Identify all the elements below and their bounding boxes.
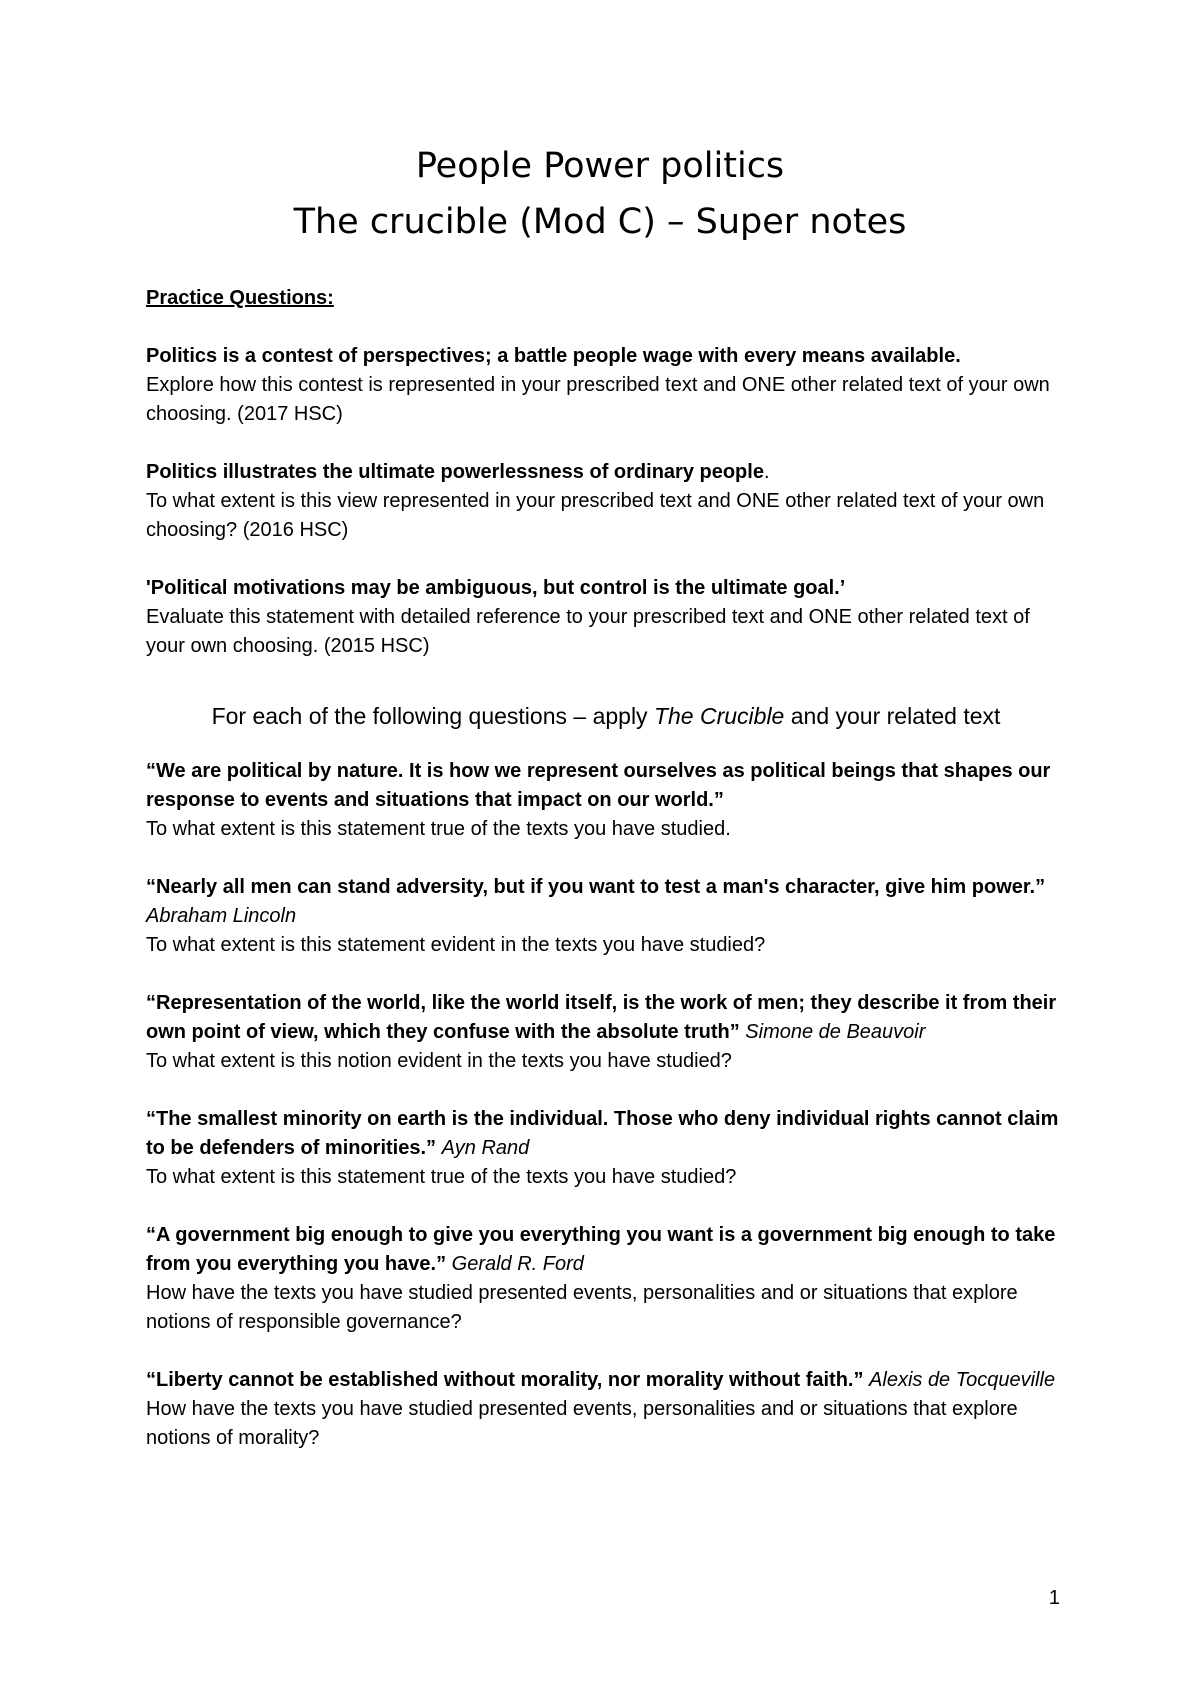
practice-question-2017: [146, 342, 1066, 429]
practice-question-2015: [146, 574, 1066, 661]
document-title: People Power politics: [415, 146, 785, 186]
quote-statement: “We are political by nature. It is how we represent ourselves as political beings that shapes our response to events and situations that impact on our world.”: [146, 760, 1051, 811]
practice-question-2016: [146, 458, 1066, 545]
question-statement: 'Political motivations may be ambiguous, but control is the ultimate goal.’: [146, 577, 846, 599]
quote-prompt: To what extent is this statement true of the texts you have studied.: [146, 818, 731, 840]
quote-author: Simone de Beauvoir: [745, 1021, 926, 1043]
instruction-text-title: The Crucible: [653, 703, 785, 729]
question-statement-trail: .: [763, 461, 770, 483]
instruction-text-before: For each of the following questions – apply: [211, 703, 654, 729]
quote-question: [146, 873, 1066, 960]
quote-prompt: How have the texts you have studied presented events, personalities and or situations that explore notions of responsible governance?: [146, 1282, 1018, 1333]
question-prompt: Explore how this contest is represented in your prescribed text and ONE other related text of your own choosing. (2017 HSC): [146, 374, 1050, 425]
quote-statement: “Liberty cannot be established without morality, nor morality without faith.”: [146, 1369, 864, 1391]
quote-statement: “The smallest minority on earth is the individual. Those who deny individual rights cannot claim to be defenders of minorities.”: [146, 1108, 1059, 1159]
question-prompt: Evaluate this statement with detailed reference to your prescribed text and ONE other related text of your own choosing. (2015 HSC): [146, 606, 1030, 657]
quote-question: [146, 757, 1066, 844]
quote-prompt: To what extent is this statement evident in the texts you have studied?: [146, 934, 766, 956]
quote-question: [146, 1366, 1066, 1453]
instruction-line: [126, 700, 1086, 732]
quote-question: [146, 989, 1066, 1076]
quote-author: Ayn Rand: [441, 1137, 530, 1159]
instruction-text-after: and your related text: [784, 703, 1001, 729]
quote-author: Gerald R. Ford: [451, 1253, 584, 1275]
page-number: 1: [1048, 1587, 1060, 1609]
quote-author: Alexis de Tocqueville: [869, 1369, 1056, 1391]
document-body: [146, 284, 1066, 1482]
quote-statement: “A government big enough to give you everything you want is a government big enough to take from you everything you have.”: [146, 1224, 1056, 1275]
question-statement: Politics is a contest of perspectives; a battle people wage with every means available.: [146, 345, 961, 367]
quote-statement: “Nearly all men can stand adversity, but if you want to test a man's character, give him power.”: [146, 876, 1046, 898]
question-prompt: To what extent is this view represented in your prescribed text and ONE other related text of your own choosing? (2016 HSC): [146, 490, 1045, 541]
quote-author: Abraham Lincoln: [146, 905, 297, 927]
question-statement: Politics illustrates the ultimate powerlessness of ordinary people: [146, 461, 764, 483]
practice-questions-heading: Practice Questions:: [146, 287, 334, 309]
quote-statement: “Representation of the world, like the world itself, is the work of men; they describe it from their own point of view, which they confuse with the absolute truth”: [146, 992, 1057, 1043]
quote-prompt: How have the texts you have studied presented events, personalities and or situations that explore notions of morality?: [146, 1398, 1018, 1449]
document-subtitle: The crucible (Mod C) – Super notes: [293, 202, 907, 242]
quote-question: [146, 1105, 1066, 1192]
quote-question: [146, 1221, 1066, 1337]
quote-prompt: To what extent is this notion evident in the texts you have studied?: [146, 1050, 732, 1072]
quote-prompt: To what extent is this statement true of the texts you have studied?: [146, 1166, 737, 1188]
